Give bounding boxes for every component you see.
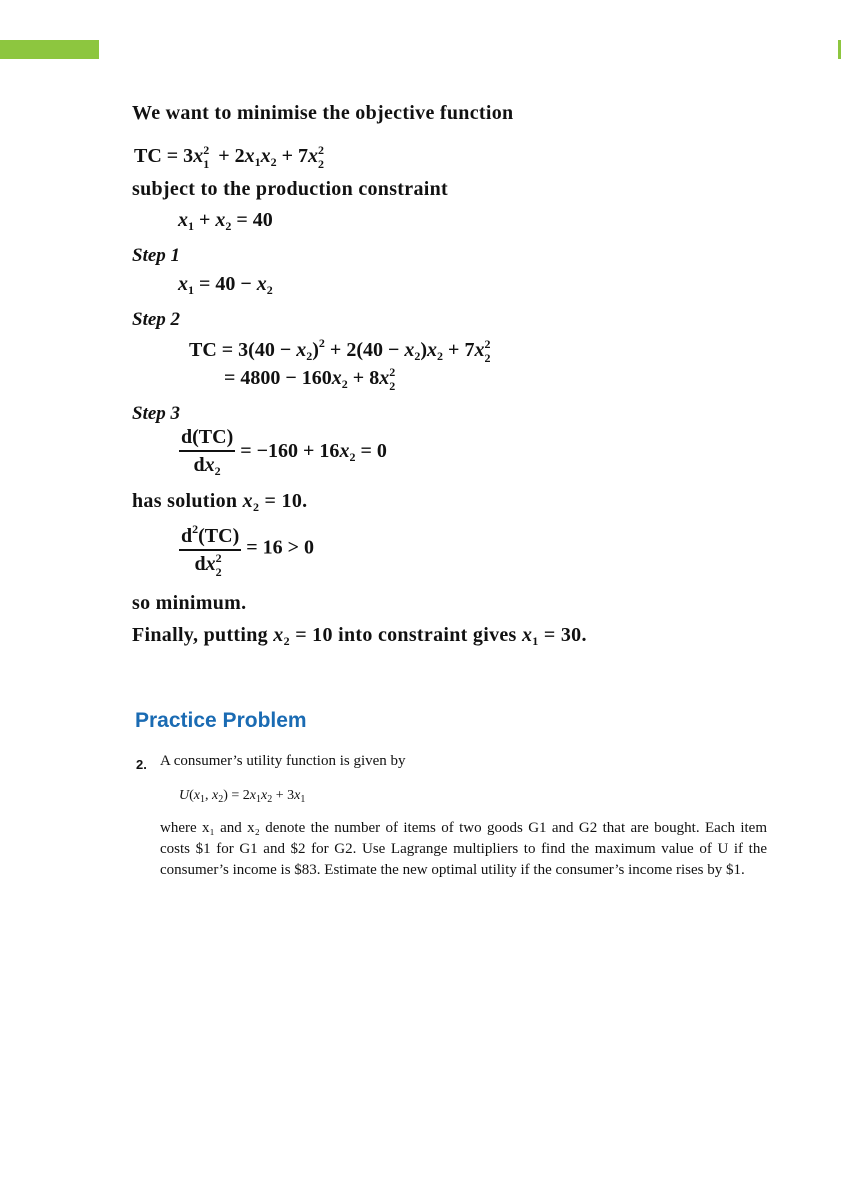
objective-function-equation: TC = 3x 2 1 + $2x_1x_2 + 7x$ 2 2: [134, 143, 324, 171]
utility-function-equation: $U(x_1$, $x_2) = 2x_1x_2 + 3x_1$: [179, 788, 306, 805]
problem-description: where x₁ and x₂ denote the number of items of two goods G1 and G2 that are bought. Each item costs $1 for G1 and $2 for G2. Use Lagrange multipliers to find the maximum value of U if the consumer’s income is $83. Estimate the new optimal utility if the consumer’s income rises by $1.: [160, 820, 767, 878]
step-1-equation: $x_1 = 40 - x_2$: [178, 273, 273, 297]
practice-problem-heading: Practice Problem: [135, 709, 307, 732]
step-1-label: Step 1: [132, 245, 181, 266]
step-3-label: Step 3: [132, 403, 181, 424]
constraint-equation: $x_1 + x_2 = 40$: [178, 209, 273, 233]
step-2-label: Step 2: [132, 309, 181, 330]
has-solution-text: has solution $x_2 = 10$.: [132, 490, 308, 514]
second-derivative-equation: $d^2(TC)$ dx 2 2 = 16 > 0: [181, 522, 315, 579]
so-minimum-text: so minimum.: [132, 592, 247, 614]
final-result-text: Finally, putting $x_2 = 10$ into constraint gives $x_1 = 30$.: [132, 624, 587, 648]
intro-text: We want to minimise the objective function: [132, 102, 514, 124]
header-accent-bar: [0, 40, 99, 59]
first-derivative-equation: $\frac{d(TC)}{dx_2}$ = $-160 + 16x_2 = 0$: [181, 426, 387, 478]
constraint-intro-text: subject to the production constraint: [132, 178, 448, 200]
step-2-equation-line-2: = $4800 - 160x_2 + 8x$ 2 2: [224, 365, 396, 393]
step-2-equation-line-1: TC = $3(40 - x_2)^2 + 2(40 - x_2)x_2 + 7x$ 2 2: [189, 336, 491, 365]
problem-statement: A consumer’s utility function is given by: [160, 753, 406, 769]
problem-number: 2.: [136, 757, 147, 772]
